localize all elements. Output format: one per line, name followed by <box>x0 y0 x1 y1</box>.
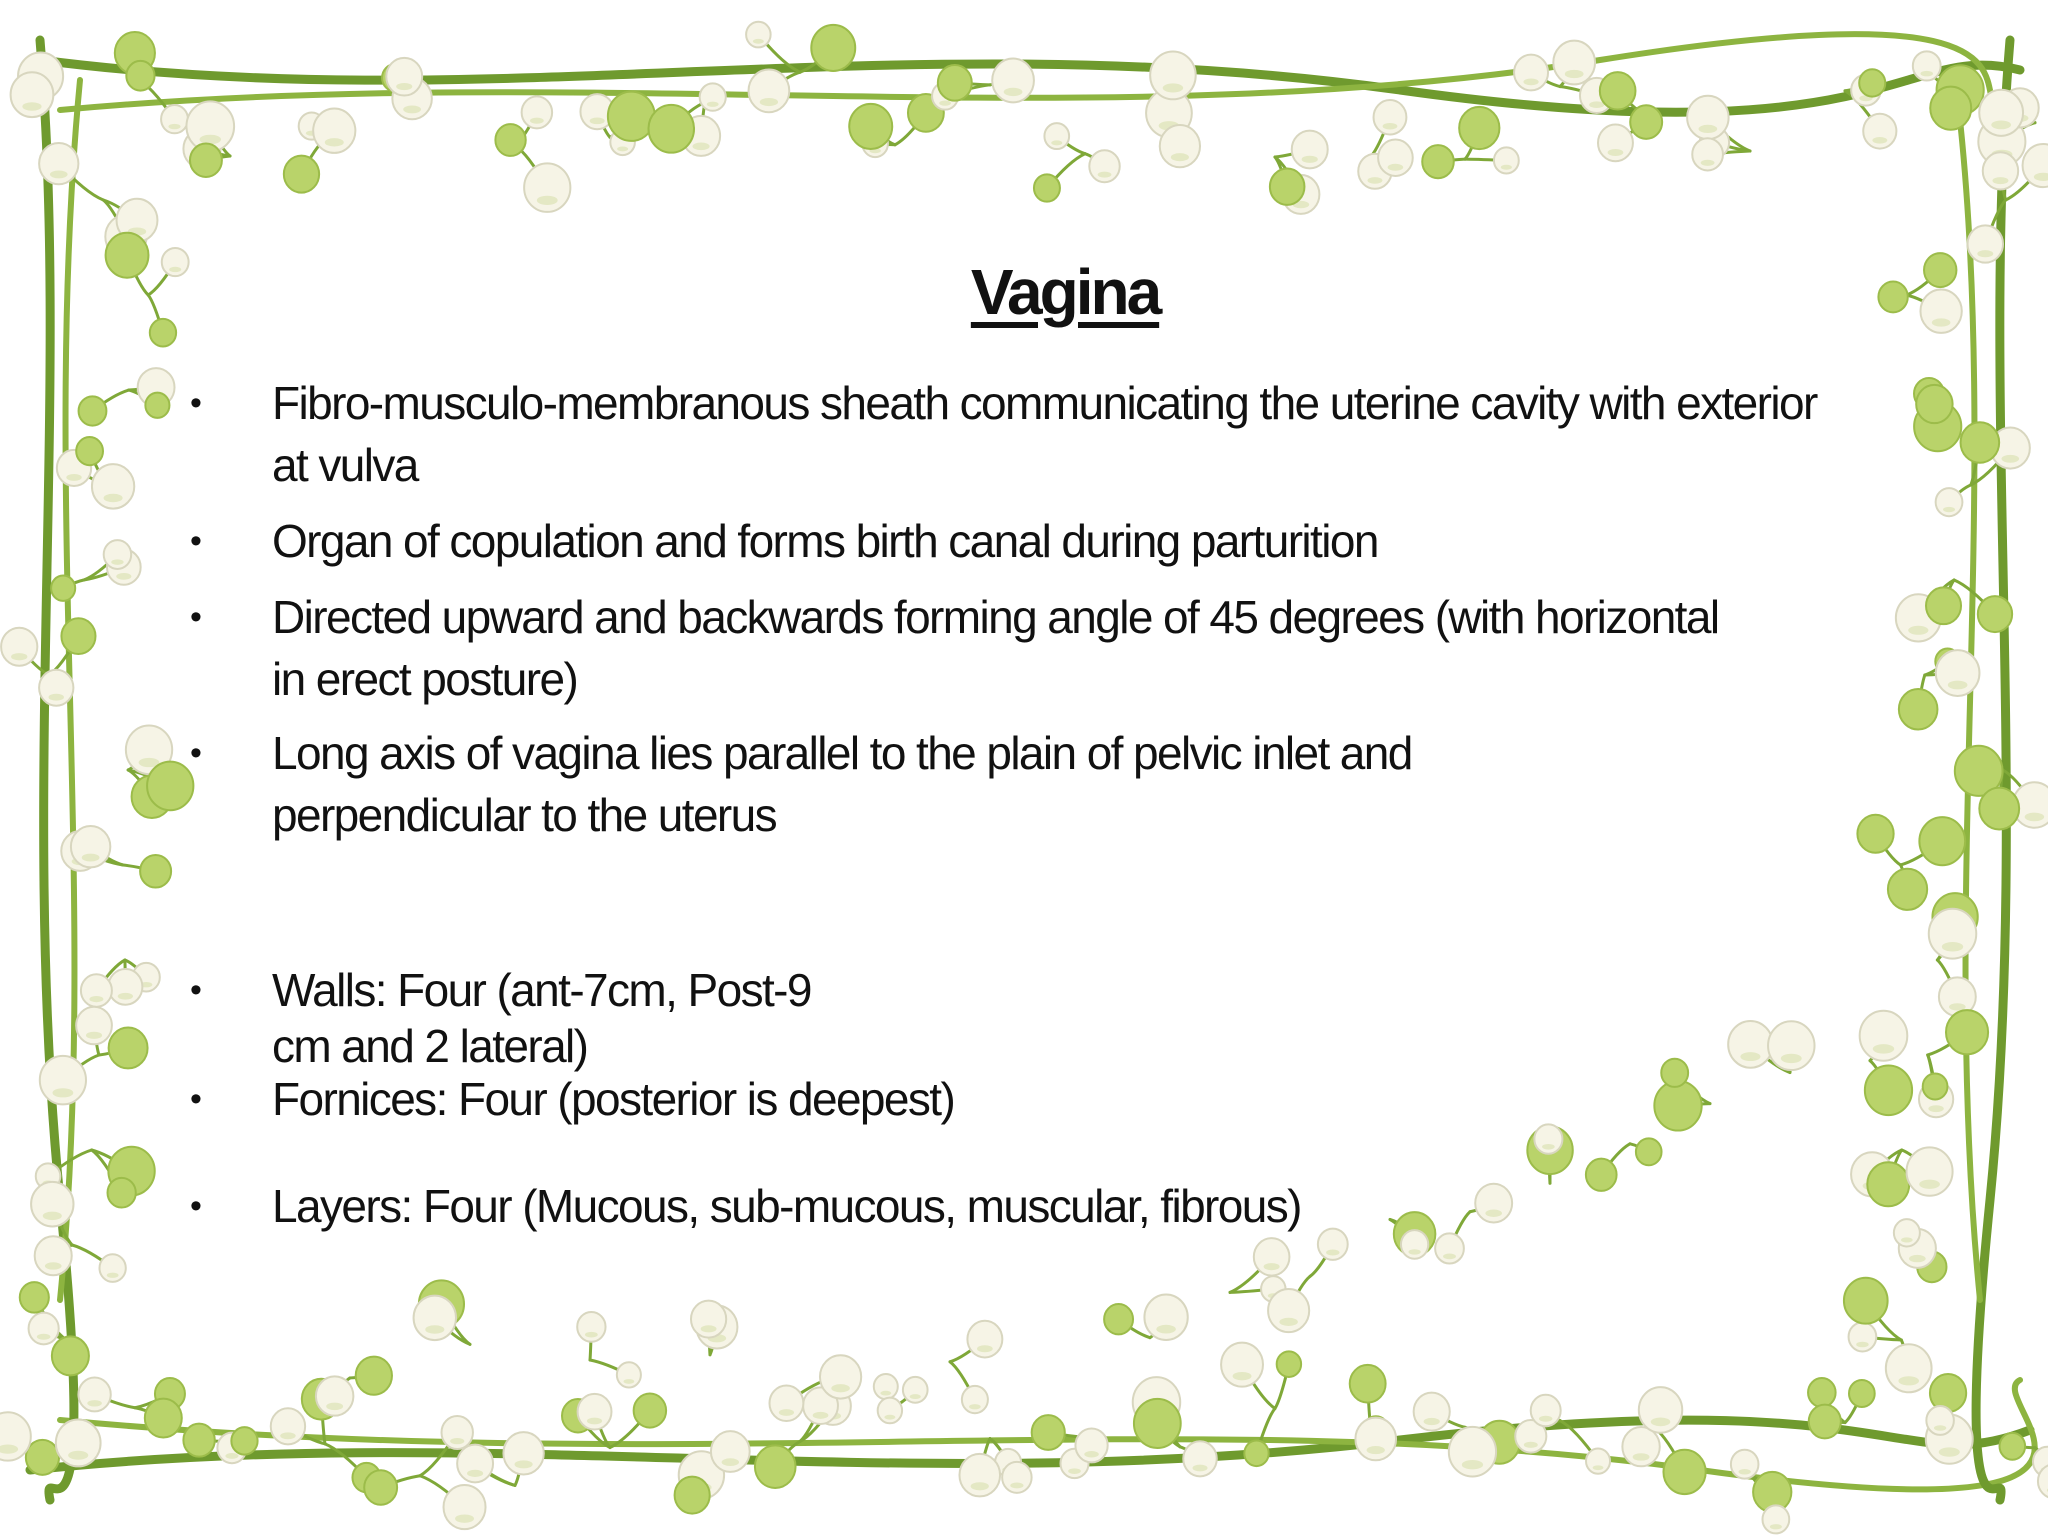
lily-blossom <box>1857 815 1893 853</box>
lily-blossom <box>108 969 142 1005</box>
lily-blossom <box>190 143 222 177</box>
lily-blossom <box>1926 1406 1954 1435</box>
lily-blossom <box>364 1470 397 1505</box>
lily-blossom <box>39 143 78 184</box>
lily-blossom <box>81 974 112 1007</box>
lily-blossom <box>1144 1294 1187 1339</box>
lily-blossom <box>231 1427 257 1455</box>
lily-blossom <box>878 1398 902 1424</box>
lily-blossom <box>1622 1427 1659 1466</box>
lily-blossom <box>26 1440 59 1475</box>
bullet-item <box>190 962 1750 1074</box>
lily-blossom <box>1355 1418 1396 1461</box>
bullet-text: Directed upward and backwards forming angle of 45 degrees (with horizontal in erect posture) <box>272 591 1719 705</box>
lily-blossom <box>617 1362 641 1387</box>
bullet-marker: • <box>190 1080 201 1118</box>
lily-blossom <box>1692 138 1723 170</box>
lily-blossom <box>1865 1065 1912 1115</box>
lily-blossom <box>1 628 37 666</box>
lily-blossom <box>1514 55 1548 91</box>
lily-blossom <box>1930 87 1971 130</box>
lily-blossom <box>1849 1380 1875 1407</box>
lily-blossom <box>271 1408 305 1444</box>
lily-blossom <box>183 1424 214 1457</box>
lily-blossom <box>1150 51 1196 99</box>
lily-blossom <box>1075 1428 1107 1462</box>
lily-blossom <box>1134 1399 1181 1448</box>
lily-blossom <box>1849 1322 1877 1351</box>
lily-blossom <box>1916 385 1952 423</box>
slide-title: Vagina <box>970 256 1160 328</box>
lily-blossom <box>1586 1448 1610 1473</box>
lily-blossom <box>1663 1450 1705 1494</box>
lily-blossom <box>2000 1433 2026 1460</box>
lily-blossom <box>108 1178 136 1208</box>
lily-blossom <box>126 61 154 91</box>
lily-blossom <box>1183 1441 1217 1476</box>
lily-blossom <box>503 1432 543 1474</box>
lily-blossom <box>52 1336 89 1375</box>
lily-blossom <box>1600 72 1636 109</box>
bullet-item <box>190 1175 1750 1237</box>
bullet-text: Walls: Four (ant-7cm, Post-9 cm and 2 lateral) <box>272 964 811 1072</box>
lily-blossom <box>1277 1351 1301 1377</box>
lily-blossom <box>1459 107 1499 149</box>
lily-blossom <box>1378 140 1413 176</box>
bullet-text: Long axis of vagina lies parallel to the plain of pelvic inlet and perpendicular to the uterus <box>272 727 1412 841</box>
lily-blossom <box>71 826 110 867</box>
lily-blossom <box>1844 1278 1888 1324</box>
lily-blossom <box>161 105 188 133</box>
lily-blossom <box>78 1377 110 1411</box>
lily-blossom <box>811 25 855 71</box>
lily-blossom <box>76 437 103 465</box>
lily-blossom <box>746 22 771 48</box>
lily-blossom <box>1630 105 1662 139</box>
lily-blossom <box>76 1007 112 1045</box>
lily-blossom <box>386 58 422 96</box>
bullet-text: Fibro-musculo-membranous sheath communicating the uterine cavity with exterior at vulva <box>272 377 1817 491</box>
lily-blossom <box>99 1254 125 1282</box>
lily-blossom <box>313 109 355 153</box>
lily-blossom <box>140 855 171 888</box>
lily-blossom <box>316 1376 353 1415</box>
lily-blossom <box>1983 152 2018 189</box>
lily-blossom <box>711 1431 750 1472</box>
lily-blossom <box>284 156 319 193</box>
lily-blossom <box>147 762 193 811</box>
lily-blossom <box>608 92 655 141</box>
lily-blossom <box>1104 1304 1133 1334</box>
bullet-marker: • <box>190 971 201 1009</box>
lily-blossom <box>903 1377 928 1403</box>
lily-blossom <box>356 1357 392 1395</box>
lily-blossom <box>1867 1162 1909 1206</box>
lily-blossom <box>1292 131 1328 169</box>
lily-blossom <box>1044 123 1069 149</box>
lily-blossom <box>1859 69 1885 96</box>
lily-blossom <box>145 393 169 418</box>
bullet-text: Layers: Four (Mucous, sub-mucous, muscular, fibrous) <box>272 1180 1301 1232</box>
lily-blossom <box>1946 1010 1988 1054</box>
lily-blossom <box>1923 1073 1948 1099</box>
lily-blossom <box>1531 1395 1561 1426</box>
lily-blossom <box>495 124 525 156</box>
lily-blossom <box>1639 1387 1682 1433</box>
bullet-text: Organ of copulation and forms birth canal during parturition <box>272 515 1378 567</box>
lily-blossom <box>1978 596 2012 632</box>
lily-blossom <box>11 72 54 117</box>
lily-blossom <box>1089 150 1119 182</box>
lily-blossom <box>849 104 892 149</box>
lily-blossom <box>578 1394 612 1430</box>
lily-blossom <box>755 1445 796 1488</box>
lily-blossom <box>1350 1365 1386 1403</box>
lily-blossom <box>1768 1021 1814 1070</box>
lily-blossom <box>634 1394 666 1428</box>
lily-blossom <box>959 1454 1000 1497</box>
bullet-item <box>190 1068 1750 1130</box>
bullet-item <box>190 372 1817 496</box>
lily-blossom <box>51 576 75 601</box>
lily-blossom <box>145 1399 182 1438</box>
lily-blossom <box>962 1386 988 1413</box>
lily-blossom <box>1449 1427 1496 1477</box>
lily-blossom <box>577 1312 605 1342</box>
lily-blossom <box>444 1485 486 1529</box>
lily-blossom <box>820 1355 861 1398</box>
lily-blossom <box>56 1419 101 1466</box>
lily-blossom <box>1888 869 1927 910</box>
lily-blossom <box>35 1236 72 1275</box>
bullet-marker: • <box>190 522 201 560</box>
bullet-marker: • <box>190 1187 201 1225</box>
lily-blossom <box>1886 1344 1932 1392</box>
lily-blossom <box>1414 1393 1450 1431</box>
lily-blossom <box>1808 1378 1836 1407</box>
lily-blossom <box>1494 147 1519 173</box>
lily-blossom <box>1863 114 1896 149</box>
lily-blossom <box>1636 1138 1662 1165</box>
lily-blossom <box>457 1445 493 1483</box>
lily-blossom <box>414 1296 456 1341</box>
lily-blossom <box>1979 90 2023 136</box>
lily-blossom <box>1160 125 1200 167</box>
lily-blossom <box>1919 817 1965 865</box>
bullet-item <box>190 722 1750 846</box>
lily-blossom <box>1553 41 1595 85</box>
lily-blossom <box>61 618 95 654</box>
lily-blossom <box>1936 650 1980 696</box>
lily-blossom <box>1809 1405 1841 1439</box>
lily-blossom <box>675 1477 710 1514</box>
lily-blossom <box>40 1056 86 1105</box>
lily-blossom <box>1899 689 1938 730</box>
lily-blossom <box>749 69 790 112</box>
bullet-item <box>190 586 1750 710</box>
lily-blossom <box>1598 125 1633 162</box>
lily-blossom <box>1926 587 1961 624</box>
bullet-marker: • <box>190 734 201 772</box>
lily-blossom <box>104 540 131 569</box>
lily-blossom <box>1422 145 1454 178</box>
lily-blossom <box>522 96 552 128</box>
lily-blossom <box>29 1313 59 1345</box>
lily-blossom <box>1435 1233 1464 1263</box>
lily-blossom <box>769 1385 803 1421</box>
lily-blossom <box>1762 1505 1789 1533</box>
lily-blossom <box>938 65 972 101</box>
lily-blossom <box>1032 1415 1065 1450</box>
lily-blossom <box>1929 909 1976 959</box>
lily-blossom <box>1268 1289 1309 1332</box>
lily-blossom <box>1936 488 1963 516</box>
lily-blossom <box>691 1301 726 1338</box>
lily-blossom <box>700 83 726 110</box>
lily-blossom <box>1907 1147 1953 1195</box>
lily-blossom <box>39 670 73 706</box>
lily-blossom <box>31 1182 73 1227</box>
lily-blossom <box>1270 169 1305 205</box>
lily-blossom <box>442 1416 473 1449</box>
lily-blossom <box>1979 788 2019 830</box>
lily-blossom <box>1002 1462 1031 1493</box>
lily-blossom <box>79 396 107 425</box>
lily-blossom <box>109 1028 148 1069</box>
lily-blossom <box>1244 1441 1268 1467</box>
lily-blossom <box>967 1321 1002 1358</box>
lily-blossom <box>1913 51 1941 80</box>
lily-blossom <box>1687 96 1728 140</box>
lily-blossom <box>649 105 695 153</box>
lily-blossom <box>874 1374 898 1399</box>
lily-blossom <box>1221 1343 1263 1387</box>
lily-blossom <box>92 464 134 508</box>
lily-blossom <box>992 59 1034 103</box>
lily-blossom <box>1961 422 2000 463</box>
lily-blossom <box>1894 1219 1920 1246</box>
bullet-marker: • <box>190 384 201 422</box>
bullet-item <box>190 510 1750 572</box>
lily-blossom <box>2023 144 2048 187</box>
lily-blossom <box>1034 174 1060 201</box>
lily-blossom <box>524 163 570 212</box>
bullet-text: Fornices: Four (posterior is deepest) <box>272 1073 955 1125</box>
lily-blossom <box>1254 1238 1290 1275</box>
lily-blossom <box>1860 1011 1908 1061</box>
lily-blossom <box>1374 100 1407 134</box>
lily-blossom <box>20 1282 49 1313</box>
lily-blossom <box>1731 1450 1759 1479</box>
bullet-marker: • <box>190 598 201 636</box>
